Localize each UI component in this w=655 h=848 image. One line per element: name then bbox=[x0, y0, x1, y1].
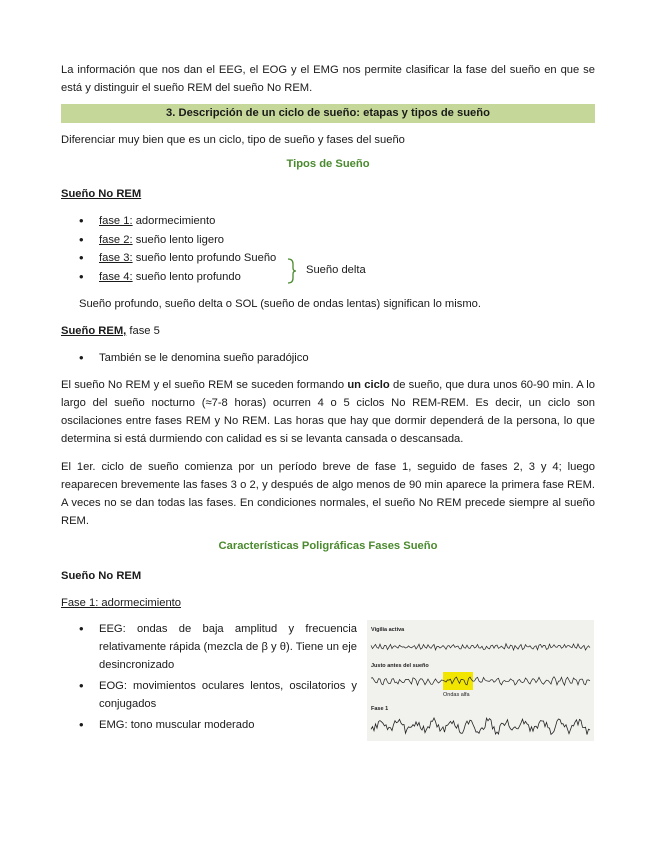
no-rem-heading-2: Sueño No REM bbox=[61, 570, 142, 582]
cycle-bold: un ciclo bbox=[347, 379, 390, 391]
fase1-list bbox=[79, 620, 357, 737]
no-rem-heading: Sueño No REM bbox=[61, 188, 142, 200]
delta-label: Sueño delta bbox=[306, 264, 366, 276]
eeg-traces bbox=[367, 620, 594, 741]
figure-label-vigilia: Vigilia activa bbox=[371, 627, 405, 633]
fase1-item: • EEG: ondas de baja amplitud y frecuencia relativamente rápida (mezcla de β y θ). Tiene un eje desincronizado bbox=[79, 620, 357, 674]
cycle-paragraph-1 bbox=[61, 376, 595, 448]
phase-text: adormecimiento bbox=[132, 215, 216, 227]
trace-fase1 bbox=[371, 718, 590, 735]
fase1-item: • EMG: tono muscular moderado bbox=[79, 716, 357, 734]
phase-item bbox=[79, 231, 276, 250]
brace-icon bbox=[287, 258, 297, 284]
phase-list bbox=[79, 212, 276, 287]
rem-heading-line bbox=[61, 322, 160, 340]
phase-item bbox=[79, 212, 276, 231]
phase-item bbox=[79, 249, 276, 268]
trace-antes bbox=[371, 677, 590, 686]
rem-list bbox=[79, 349, 309, 368]
eeg-figure bbox=[367, 620, 594, 741]
phase-label: fase 2: bbox=[99, 233, 133, 246]
poly-title: Características Poligráficas Fases Sueño bbox=[218, 540, 438, 552]
figure-label-fase1: Fase 1 bbox=[371, 706, 389, 712]
rem-suffix: fase 5 bbox=[126, 325, 160, 337]
figure-label-alfa: Ondas alfa bbox=[443, 692, 470, 698]
fase1-heading: Fase 1: adormecimiento bbox=[61, 597, 182, 609]
cycle-paragraph-2: El 1er. ciclo de sueño comienza por un período breve de fase 1, seguido de fases 2, 3 y 4; luego reaparecen brevemente las fases 3 o 2, y después de algo menos de 90 min aparece la primera fase REM. A veces no se dan todas las fases. En condiciones normales, el sueño No REM precede siempre al sueño REM. bbox=[61, 461, 595, 527]
phase-label: fase 3: bbox=[99, 252, 133, 265]
section-heading: 3. Descripción de un ciclo de sueño: etapas y tipos de sueño bbox=[61, 104, 595, 123]
fase1-item: • EOG: movimientos oculares lentos, oscilatorios y conjugados bbox=[79, 677, 357, 713]
phase-text: sueño lento profundo bbox=[132, 271, 241, 284]
phase-item bbox=[79, 268, 276, 287]
deep-sleep-note: Sueño profundo, sueño delta o SOL (sueño de ondas lentas) significan lo mismo. bbox=[79, 298, 481, 310]
cycle-text-a: El sueño No REM y el sueño REM se suceden formando bbox=[61, 379, 348, 391]
figure-label-antes: Justo antes del sueño bbox=[371, 663, 429, 669]
trace-vigilia bbox=[371, 644, 590, 650]
tipos-title: Tipos de Sueño bbox=[286, 158, 370, 170]
differentiate-note: Diferenciar muy bien que es un ciclo, tipo de sueño y fases del sueño bbox=[61, 134, 405, 146]
cycle-text-b: de sueño, que dura unos 60-90 min. A lo largo del sueño nocturno (≈7-8 horas) ocurren 4 o 5 ciclos No REM-REM. Es decir, un ciclo son oscilaciones entre fases REM y No REM. Las horas que hay que dormir dependerá de la persona, lo que determina si está durmiendo con calidad es si se levanta cansada o descansada. bbox=[61, 379, 595, 445]
intro-paragraph: La información que nos dan el EEG, el EOG y el EMG nos permite clasificar la fase del sueño en que se está y distinguir el sueño REM del sueño No REM. bbox=[61, 64, 595, 94]
phase-text: sueño lento profundo Sueño bbox=[132, 252, 277, 265]
rem-heading: Sueño REM, bbox=[61, 325, 127, 337]
rem-bullet: • También se le denomina sueño paradójico bbox=[79, 349, 309, 368]
phase-label: fase 4: bbox=[99, 271, 133, 284]
phase-text: sueño lento ligero bbox=[132, 233, 225, 246]
phase-label: fase 1: bbox=[99, 215, 133, 227]
